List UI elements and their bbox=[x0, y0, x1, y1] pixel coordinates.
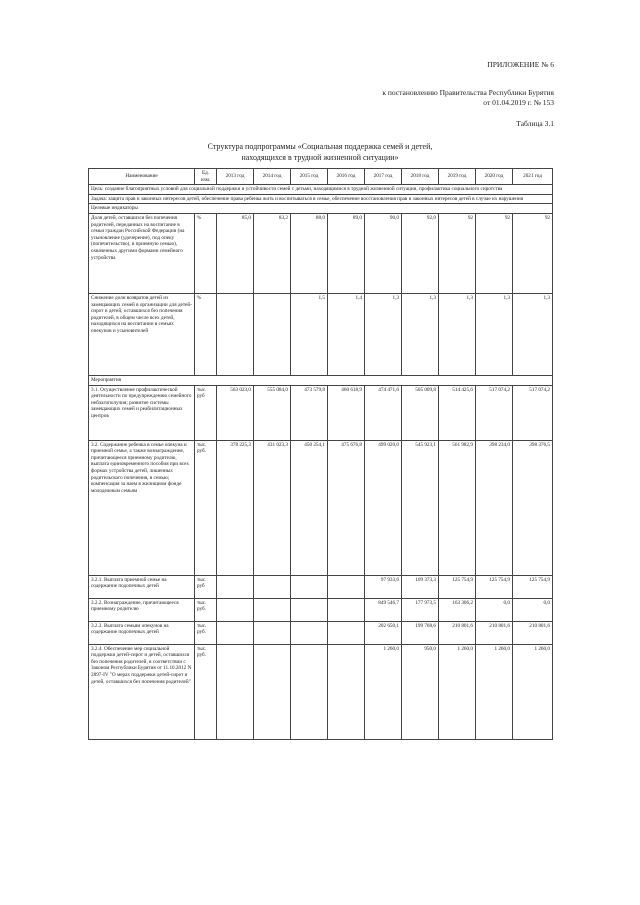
row-value: 499 020,0 bbox=[365, 440, 402, 575]
row-value: 1 260,0 bbox=[365, 644, 402, 739]
indicators-heading: Целевые индикаторы bbox=[89, 204, 553, 214]
table-row bbox=[89, 440, 553, 575]
row-value: 398 376,5 bbox=[513, 440, 553, 575]
row-value: 1,3 bbox=[365, 293, 402, 375]
row-value bbox=[291, 598, 328, 621]
row-unit: тыс. руб. bbox=[195, 440, 217, 575]
row-value: 517 074,2 bbox=[476, 385, 513, 440]
row-value: 545 923,1 bbox=[402, 440, 439, 575]
column-header: 2016 год bbox=[328, 169, 365, 185]
row-value: 849 546,7 bbox=[365, 598, 402, 621]
row-name: 3.2.3. Выплата семьям опекунов на содержание подопечных детей bbox=[89, 621, 195, 644]
title-line-2: находящихся в трудной жизненной ситуации» bbox=[241, 153, 399, 162]
row-value: 210 801,6 bbox=[476, 621, 513, 644]
row-value bbox=[217, 621, 254, 644]
row-value: 563 023,0 bbox=[217, 385, 254, 440]
document-title bbox=[0, 141, 640, 163]
column-header: 2018 год bbox=[402, 169, 439, 185]
table-row bbox=[89, 293, 553, 375]
table-row bbox=[89, 644, 553, 739]
column-header: 2020 год bbox=[476, 169, 513, 185]
row-value: 1,4 bbox=[328, 293, 365, 375]
goal-row bbox=[89, 185, 553, 195]
row-value bbox=[254, 621, 291, 644]
row-value: 97 933,6 bbox=[365, 575, 402, 598]
task-text: Задача: защита прав и законных интересов детей, обеспечение права ребенка жить и воспитываться в семье, обеспечение восстановления прав и законных интересов детей в случае их нарушения bbox=[89, 194, 553, 204]
row-value: 1,3 bbox=[513, 293, 553, 375]
row-value: 473 579,8 bbox=[291, 385, 328, 440]
row-name: 3.2.1. Выплата приемной семье на содержание подопечных детей bbox=[89, 575, 195, 598]
row-value bbox=[328, 644, 365, 739]
row-value: 92,0 bbox=[402, 213, 439, 293]
row-value: 125 754,9 bbox=[476, 575, 513, 598]
row-value: 561 982,9 bbox=[439, 440, 476, 575]
table-row bbox=[89, 213, 553, 293]
row-value: 1,3 bbox=[402, 293, 439, 375]
row-value: 199 768,6 bbox=[402, 621, 439, 644]
title-line-1: Структура подпрограммы «Социальная поддержка семей и детей, bbox=[207, 142, 433, 151]
row-name: 3.2.4. Обеспечение мер социальной поддержки детей-сирот и детей, оставшихся без попечения родителей, в соответствии с Законом Республики Бурятия от 11.10.2012 N 2897-IV "О мерах поддержки детей-сирот и детей, оставшихся без попечения родителей" bbox=[89, 644, 195, 739]
table-row bbox=[89, 575, 553, 598]
row-name: 3.2. Содержание ребенка в семье опекуна и приемной семье, а также вознаграждение, причитающееся приемному родителю, выплата единовременного пособия при всех формах устройства детей, лишенных родительского попечения, в семью; компенсация за наем в жилищном фонде молодежным семьям bbox=[89, 440, 195, 575]
row-value bbox=[254, 598, 291, 621]
row-value: 89,0 bbox=[328, 213, 365, 293]
table-row bbox=[89, 598, 553, 621]
row-value: 0,0 bbox=[476, 598, 513, 621]
row-value: 90,0 bbox=[365, 213, 402, 293]
row-unit: тыс. руб bbox=[195, 575, 217, 598]
row-value bbox=[217, 575, 254, 598]
row-value: 1,5 bbox=[291, 293, 328, 375]
row-value: 1 260,0 bbox=[513, 644, 553, 739]
row-unit: % bbox=[195, 293, 217, 375]
resolution-line-1: к постановлению Правительства Республики Бурятия bbox=[382, 88, 554, 97]
row-value bbox=[254, 293, 291, 375]
row-unit: тыс. руб bbox=[195, 385, 217, 440]
row-value: 514 425,6 bbox=[439, 385, 476, 440]
row-value: 125 754,9 bbox=[439, 575, 476, 598]
row-value: 92 bbox=[439, 213, 476, 293]
row-name: 3.2.2. Вознаграждение, причитающееся приемному родителю bbox=[89, 598, 195, 621]
row-value: 431 023,3 bbox=[254, 440, 291, 575]
row-value bbox=[328, 575, 365, 598]
row-name: Доля детей, оставшихся без попечения родителей, переданных на воспитание в семьи граждан Российской Федерации (на усыновление (удочерение), под опеку (попечительство), в приемную семью), охваченных другими формами семейного устройства bbox=[89, 213, 195, 293]
row-value bbox=[328, 621, 365, 644]
row-value: 1,3 bbox=[476, 293, 513, 375]
row-value bbox=[217, 598, 254, 621]
row-value: 92 bbox=[476, 213, 513, 293]
row-value: 398 234,0 bbox=[476, 440, 513, 575]
row-value: 474 471,6 bbox=[365, 385, 402, 440]
row-value: 83,2 bbox=[254, 213, 291, 293]
row-value bbox=[291, 575, 328, 598]
row-value: 1,3 bbox=[439, 293, 476, 375]
column-header: 2021 год bbox=[513, 169, 553, 185]
table-row bbox=[89, 621, 553, 644]
row-value: 1 260,0 bbox=[476, 644, 513, 739]
row-value: 1 260,0 bbox=[439, 644, 476, 739]
row-value: 450 254,1 bbox=[291, 440, 328, 575]
row-value: 92 bbox=[513, 213, 553, 293]
goal-text: Цель: создание благоприятных условий для социальной поддержки и устойчивости семей с детьми, находящимися в трудной жизненной ситуации, профилактика социального сиротства bbox=[89, 185, 553, 195]
column-header: 2015 год bbox=[291, 169, 328, 185]
appendix-label: ПРИЛОЖЕНИЕ № 6 bbox=[487, 60, 554, 69]
row-value: 210 801,6 bbox=[439, 621, 476, 644]
row-unit: тыс. руб. bbox=[195, 644, 217, 739]
row-value bbox=[217, 293, 254, 375]
row-value bbox=[291, 621, 328, 644]
row-value: 163 306,2 bbox=[439, 598, 476, 621]
column-header: Ед. изм. bbox=[195, 169, 217, 185]
column-header: 2017 год bbox=[365, 169, 402, 185]
row-value: 85,0 bbox=[217, 213, 254, 293]
row-name: 3.1. Осуществление профилактической деятельности по предупреждению семейного неблагополучия; развитие системы замещающих семей и реабилитационных центров bbox=[89, 385, 195, 440]
row-value bbox=[254, 644, 291, 739]
row-unit: % bbox=[195, 213, 217, 293]
row-value: 109 373,3 bbox=[402, 575, 439, 598]
row-value: 125 754,9 bbox=[513, 575, 553, 598]
table-row bbox=[89, 385, 553, 440]
row-name: Снижение доли возвратов детей из замещающих семей в организации для детей-сирот и детей, оставшихся без попечения родителей, в общем числе всех детей, находящихся на воспитании в семьях опекунов и усыновителей bbox=[89, 293, 195, 375]
row-value: 88,0 bbox=[291, 213, 328, 293]
row-value bbox=[217, 644, 254, 739]
column-header: 2014 год bbox=[254, 169, 291, 185]
header-row bbox=[89, 169, 553, 185]
row-value: 475 676,8 bbox=[328, 440, 365, 575]
column-header: Наименование bbox=[89, 169, 195, 185]
row-value: 210 801,6 bbox=[513, 621, 553, 644]
row-unit: тыс. руб. bbox=[195, 598, 217, 621]
row-value bbox=[328, 598, 365, 621]
column-header: 2019 год bbox=[439, 169, 476, 185]
row-value bbox=[291, 644, 328, 739]
row-value: 0,0 bbox=[513, 598, 553, 621]
column-header: 2013 год bbox=[217, 169, 254, 185]
row-value: 950,0 bbox=[402, 644, 439, 739]
row-unit: тыс. руб. bbox=[195, 621, 217, 644]
measures-heading-row bbox=[89, 375, 553, 385]
measures-heading: Мероприятия bbox=[89, 375, 553, 385]
row-value: 202 650,1 bbox=[365, 621, 402, 644]
subprogram-structure-table bbox=[88, 168, 553, 740]
resolution-line-2: от 01.04.2019 г. № 153 bbox=[483, 98, 554, 107]
table-number: Таблица 3.1 bbox=[516, 119, 554, 128]
task-row bbox=[89, 194, 553, 204]
row-value: 177 973,5 bbox=[402, 598, 439, 621]
row-value bbox=[254, 575, 291, 598]
indicators-heading-row bbox=[89, 204, 553, 214]
row-value: 505 009,8 bbox=[402, 385, 439, 440]
row-value: 378 225,3 bbox=[217, 440, 254, 575]
row-value: 517 074,2 bbox=[513, 385, 553, 440]
row-value: 460 618,9 bbox=[328, 385, 365, 440]
row-value: 555 084,0 bbox=[254, 385, 291, 440]
